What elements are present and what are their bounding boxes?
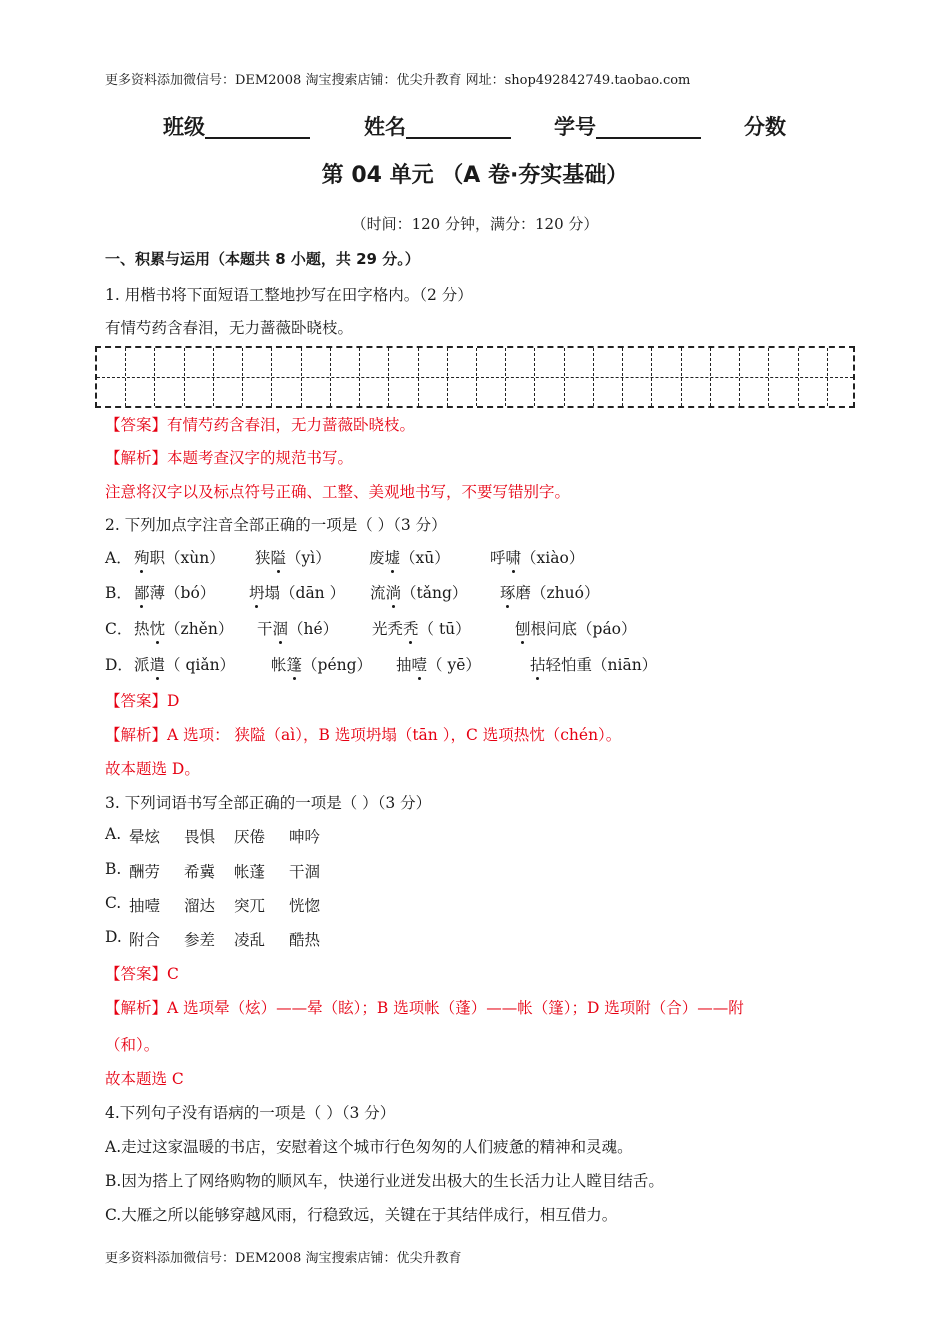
term-prefix: 帐 xyxy=(271,656,287,674)
question-3-conclusion: 故本题选 C xyxy=(105,1070,184,1088)
grid-column-line xyxy=(359,348,360,406)
term-prefix: 废 xyxy=(369,549,385,567)
term-prefix: 热 xyxy=(134,620,150,638)
option-word: 溜达 xyxy=(184,897,216,915)
question-1-analysis: 【解析】本题考查汉字的规范书写。 xyxy=(105,449,354,467)
option-term xyxy=(249,581,345,603)
grid-column-line xyxy=(476,348,477,406)
grid-column-line xyxy=(242,348,243,406)
dotted-character: 篷 xyxy=(286,656,303,674)
question-1-note: 注意将汉字以及标点符号正确、工整、美观地书写，不要写错别字。 xyxy=(105,483,571,501)
dotted-character: 隘 xyxy=(270,549,287,567)
option-term xyxy=(134,617,233,639)
option-letter xyxy=(105,653,133,675)
grid-column-line xyxy=(593,348,594,406)
student-id-field: 学号__________ xyxy=(554,115,701,139)
option-term xyxy=(500,581,599,603)
term-prefix: A． xyxy=(105,549,132,567)
option-word: 附合 xyxy=(129,931,161,949)
option-term xyxy=(370,581,467,603)
question-4-option-c: C.大雁之所以能够穿越风雨，行稳致远，关键在于其结伴成行，相互借力。 xyxy=(105,1206,618,1224)
grid-column-line xyxy=(213,348,214,406)
option-word: 凌乱 xyxy=(234,931,266,949)
question-1-phrase: 有情芍药含春泪，无力蔷薇卧晓枝。 xyxy=(105,319,354,337)
name-field: 姓名__________ xyxy=(364,115,511,139)
option-term xyxy=(255,546,331,568)
dotted-character: 拈 xyxy=(530,656,546,674)
grid-column-line xyxy=(681,348,682,406)
grid-column-line xyxy=(271,348,272,406)
dotted-character: 琢 xyxy=(500,584,516,602)
option-term xyxy=(134,653,235,675)
option-letter: D. xyxy=(105,928,122,946)
option-term xyxy=(369,546,450,568)
dotted-character: 殉 xyxy=(134,549,150,567)
option-word: 酬劳 xyxy=(129,863,161,881)
page-footer: 更多资料添加微信号：DEM2008 淘宝搜索店铺：优尖升教育 xyxy=(105,1251,462,1266)
option-term xyxy=(271,653,372,675)
term-suffix: 薄（bó） xyxy=(149,584,216,602)
time-note: （时间：120 分钟，满分：120 分） xyxy=(351,215,599,233)
grid-column-line xyxy=(447,348,448,406)
option-term xyxy=(372,617,471,639)
term-suffix: （ yē） xyxy=(427,656,481,674)
dotted-character: 涸 xyxy=(272,620,289,638)
option-word: 抽噎 xyxy=(129,897,161,915)
grid-column-line xyxy=(125,348,126,406)
question-3-analysis: 【解析】A 选项晕（炫）——晕（眩）；B 选项帐（蓬）——帐（篷）；D 选项附（合）——附 xyxy=(105,999,744,1017)
option-word: 参差 xyxy=(184,931,216,949)
term-prefix: B． xyxy=(105,584,132,602)
question-3-analysis-cont: （和）。 xyxy=(105,1036,160,1054)
term-suffix: （hé） xyxy=(288,620,339,638)
grid-column-line xyxy=(739,348,740,406)
grid-column-line xyxy=(388,348,389,406)
dotted-character: 忱 xyxy=(149,620,166,638)
option-term xyxy=(134,581,215,603)
term-suffix: 磨（zhuó） xyxy=(515,584,600,602)
term-suffix: 轻怕重（niān） xyxy=(545,656,658,674)
term-prefix: 狭 xyxy=(255,549,271,567)
question-2-analysis: 【解析】A 选项： 狭隘（aì），B 选项坍塌（tān ），C 选项热忱（chén）。 xyxy=(105,726,622,744)
term-suffix: （yì） xyxy=(286,549,331,567)
grid-column-line xyxy=(622,348,623,406)
option-word: 希冀 xyxy=(184,863,216,881)
dotted-character: 鄙 xyxy=(134,584,150,602)
question-4-option-b: B.因为搭上了网络购物的顺风车，快递行业迸发出极大的生长活力让人瞠目结舌。 xyxy=(105,1172,664,1190)
question-2-answer: 【答案】D xyxy=(105,692,180,710)
grid-column-line xyxy=(798,348,799,406)
page-header: 更多资料添加微信号：DEM2008 淘宝搜索店铺：优尖升教育 网址：shop492842749.taobao.com xyxy=(105,73,691,88)
option-word: 呻吟 xyxy=(289,828,321,846)
option-word: 恍惚 xyxy=(289,897,321,915)
term-suffix: 职（xùn） xyxy=(149,549,225,567)
term-suffix: 根问底（páo） xyxy=(530,620,637,638)
option-letter: C. xyxy=(105,894,122,912)
option-word: 突兀 xyxy=(234,897,266,915)
term-prefix: 干 xyxy=(257,620,273,638)
section-heading: 一、积累与运用（本题共 8 小题，共 29 分。） xyxy=(105,250,420,268)
option-word: 酷热 xyxy=(289,931,321,949)
term-suffix: （ tū） xyxy=(418,620,471,638)
term-suffix: （zhěn） xyxy=(165,620,234,638)
term-suffix: （xū） xyxy=(400,549,450,567)
term-suffix: （tǎng） xyxy=(401,584,468,602)
score-field: 分数 xyxy=(744,115,786,139)
term-suffix: （xiào） xyxy=(521,549,585,567)
tianzige-grid xyxy=(95,346,855,408)
grid-column-line xyxy=(418,348,419,406)
grid-column-line xyxy=(330,348,331,406)
grid-column-line xyxy=(301,348,302,406)
dotted-character: 刨 xyxy=(515,620,531,638)
dotted-character: 秃 xyxy=(403,620,419,638)
option-letter: A. xyxy=(105,825,122,843)
term-prefix: 抽 xyxy=(396,656,412,674)
option-letter xyxy=(105,617,132,639)
term-prefix: 光秃 xyxy=(372,620,404,638)
dotted-character: 坍 xyxy=(249,584,265,602)
dotted-character: 啸 xyxy=(505,549,522,567)
term-suffix: （péng） xyxy=(302,656,373,674)
option-term xyxy=(134,546,225,568)
option-term xyxy=(396,653,481,675)
option-term xyxy=(257,617,338,639)
option-letter xyxy=(105,546,132,568)
question-1-answer: 【答案】有情芍药含春泪，无力蔷薇卧晓枝。 xyxy=(105,416,416,434)
option-letter: B. xyxy=(105,860,122,878)
question-2-conclusion: 故本题选 D。 xyxy=(105,760,200,778)
option-word: 畏惧 xyxy=(184,828,216,846)
term-prefix: 呼 xyxy=(490,549,506,567)
grid-column-line xyxy=(184,348,185,406)
page-title: 第 04 单元 （A 卷·夯实基础） xyxy=(321,163,629,188)
term-prefix: 派 xyxy=(134,656,150,674)
dotted-character: 噎 xyxy=(411,656,428,674)
question-1-stem: 1. 用楷书将下面短语工整地抄写在田字格内。（2 分） xyxy=(105,286,473,304)
term-prefix: C． xyxy=(105,620,133,638)
class-field: 班级__________ xyxy=(163,115,310,139)
dotted-character: 淌 xyxy=(385,584,402,602)
dotted-character: 遣 xyxy=(149,656,166,674)
grid-column-line xyxy=(651,348,652,406)
grid-column-line xyxy=(710,348,711,406)
term-suffix: 塌（dān ） xyxy=(264,584,346,602)
grid-column-line xyxy=(827,348,828,406)
question-4-option-a: A.走过这家温暖的书店，安慰着这个城市行色匆匆的人们疲惫的精神和灵魂。 xyxy=(105,1138,633,1156)
option-word: 晕炫 xyxy=(129,828,161,846)
dotted-character: 墟 xyxy=(384,549,401,567)
option-word: 干涸 xyxy=(289,863,321,881)
term-prefix: D． xyxy=(105,656,133,674)
grid-column-line xyxy=(534,348,535,406)
grid-column-line xyxy=(154,348,155,406)
option-term xyxy=(515,617,637,639)
question-2-stem: 2. 下列加点字注音全部正确的一项是（ ）（3 分） xyxy=(105,516,447,534)
option-word: 帐蓬 xyxy=(234,863,266,881)
term-prefix: 流 xyxy=(370,584,386,602)
option-letter xyxy=(105,581,132,603)
grid-column-line xyxy=(768,348,769,406)
grid-column-line xyxy=(505,348,506,406)
option-word: 厌倦 xyxy=(234,828,266,846)
grid-column-line xyxy=(564,348,565,406)
term-suffix: （ qiǎn） xyxy=(165,656,236,674)
question-4-stem: 4.下列句子没有语病的一项是（ ）（3 分） xyxy=(105,1104,396,1122)
question-3-answer: 【答案】C xyxy=(105,965,179,983)
option-term xyxy=(530,653,657,675)
option-term xyxy=(490,546,584,568)
question-3-stem: 3. 下列词语书写全部正确的一项是（ ）（3 分） xyxy=(105,794,432,812)
